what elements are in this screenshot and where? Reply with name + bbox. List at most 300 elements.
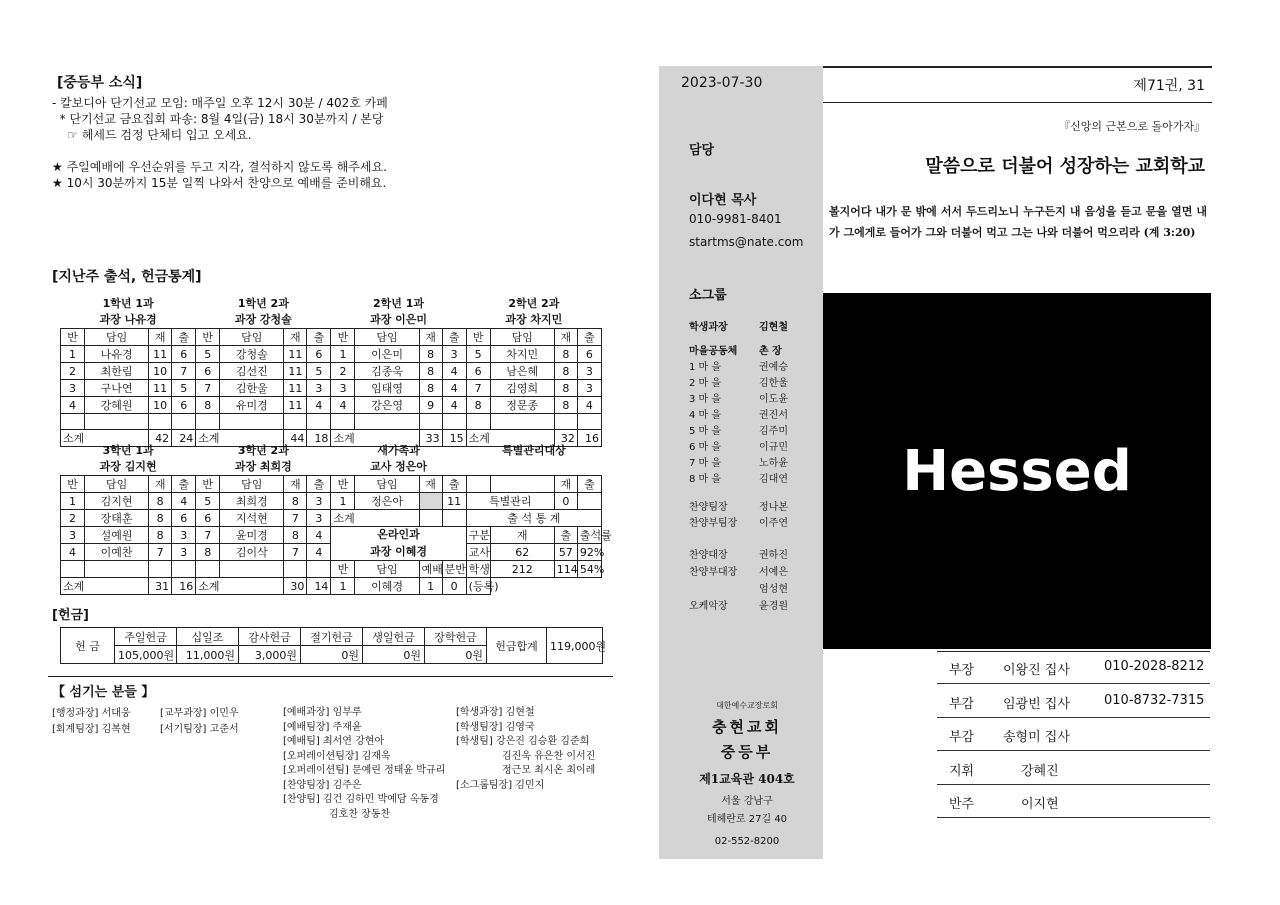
bulletin-date: 2023-07-30 [681, 75, 763, 91]
smallgroup-list [689, 318, 809, 486]
church-phone: 02-552-8200 [714, 836, 780, 847]
table-cell: 11 [284, 397, 307, 414]
table-cell [220, 561, 284, 578]
table-cell: 장학헌금 [425, 628, 487, 646]
table-cell: 0원 [425, 646, 487, 664]
table-cell: 3 [61, 380, 85, 397]
table-cell: 6 [172, 346, 196, 363]
role-name: 권진서 [759, 410, 788, 421]
role-label: 4 마 을 [689, 410, 722, 421]
table-cell: 과장 차지민 [505, 313, 563, 326]
table-cell: 재 [149, 476, 172, 493]
table-cell: 최희경 [220, 493, 284, 510]
table-cell: 42 [149, 430, 172, 447]
role-name: 촌 장 [759, 346, 782, 357]
role-row [689, 580, 809, 597]
table-cell: 54% [577, 561, 601, 578]
table-cell: 4 [307, 527, 331, 544]
table-cell: 과장 나유경 [99, 313, 157, 326]
table-cell [490, 578, 554, 595]
table-cell: 4 [61, 544, 85, 561]
table-cell: 4 [61, 397, 85, 414]
table-cell: 출 [172, 476, 196, 493]
officer-role: 부장 [949, 663, 975, 678]
server-entry: [학생팀] 강은진 김승환 김준희 [456, 736, 590, 747]
table-cell: 119,000원 [547, 628, 603, 664]
table-cell: 소계 [61, 430, 149, 447]
table-cell: 8 [149, 493, 172, 510]
choir-list [689, 546, 809, 614]
table-cell: 담임 [220, 476, 284, 493]
servers-col-worship [283, 706, 445, 822]
server-entry: [찬양팀] 김건 김하민 박예담 옥동경 [283, 794, 439, 805]
table-cell: 30 [284, 578, 307, 595]
table-cell: 2 [61, 510, 85, 527]
officer-name: 이왕진 집사 [1003, 663, 1070, 678]
logo-text: Hessed [902, 439, 1132, 504]
table-cell: 16 [577, 430, 601, 447]
table-cell: 1 [331, 493, 355, 510]
bible-verse: 볼지어다 내가 문 밖에 서서 두드리노니 누구든지 내 음성을 듣고 문을 열면 내가 그에게로 들어가 그와 더불어 먹고 그는 나와 더불어 먹으리라 (계 3:20) [829, 205, 1207, 239]
table-cell: 6 [307, 346, 331, 363]
table-cell: 5 [196, 346, 220, 363]
table-cell: 9 [419, 397, 442, 414]
table-cell: 11 [284, 363, 307, 380]
table-cell: 57 [554, 544, 577, 561]
table-cell: 3 [172, 527, 196, 544]
table-cell: 헌금합계 [487, 628, 547, 664]
table-cell: 0원 [363, 646, 425, 664]
church-name: 충현교회 [712, 718, 782, 736]
table-cell: 구나연 [85, 380, 149, 397]
role-name: 윤경원 [759, 601, 788, 612]
role-name: 권예승 [759, 362, 788, 373]
role-row [689, 358, 809, 374]
table-cell: 강청솔 [220, 346, 284, 363]
table-cell: 11 [284, 380, 307, 397]
role-label: 2 마 을 [689, 378, 722, 389]
table-cell [61, 561, 85, 578]
table-cell: 11 [149, 346, 172, 363]
offering-title: [헌금] [52, 608, 89, 623]
table-cell: 담임 [85, 329, 149, 346]
role-row [689, 546, 809, 563]
table-cell: 8 [419, 363, 442, 380]
pastor-email: startms@nate.com [689, 235, 804, 249]
address-street: 테헤란로 27길 40 [706, 814, 788, 825]
motto: 『신앙의 근본으로 돌아가자』 [1059, 120, 1205, 133]
table-cell [196, 561, 220, 578]
table-cell: 반 [331, 476, 355, 493]
table-cell [172, 561, 196, 578]
table-cell: 6 [196, 510, 220, 527]
table-cell: 1 [61, 346, 85, 363]
praise-team-list [689, 498, 809, 530]
officer-name: 임광빈 집사 [1003, 696, 1070, 712]
table-cell: 2 [331, 363, 355, 380]
table-cell: 8 [554, 346, 577, 363]
department-name: 중등부 [720, 743, 774, 761]
news-line: ★ 10시 30분까지 15분 일찍 나와서 찬양으로 예배를 준비해요. [52, 176, 387, 190]
table-cell: 나유경 [85, 346, 149, 363]
table-cell: 학생 [466, 561, 490, 578]
table-cell: 출 [577, 476, 601, 493]
news-title: [중등부 소식] [57, 75, 143, 91]
server-entry: 김호찬 장동찬 [329, 808, 391, 820]
table-cell: 7 [466, 380, 490, 397]
table-cell: 김종욱 [355, 363, 419, 380]
role-row [689, 454, 809, 470]
table-cell: 7 [284, 544, 307, 561]
role-row [689, 498, 809, 514]
role-name: 엄성현 [759, 584, 788, 595]
table-cell: 44 [284, 430, 307, 447]
pastor-phone: 010-9981-8401 [689, 212, 782, 226]
officer-role: 지휘 [949, 763, 975, 779]
table-cell: 1학년 1과 [102, 297, 154, 310]
table-cell: 0원 [301, 646, 363, 664]
servers-title: 【 섬기는 분들 】 [52, 685, 155, 700]
table-cell: 반 [331, 561, 355, 578]
table-cell: 3,000원 [239, 646, 301, 664]
table-cell: 최한림 [85, 363, 149, 380]
table-cell [220, 414, 284, 430]
role-row [689, 374, 809, 390]
officer-row [937, 718, 1210, 751]
table-cell: 담임 [355, 329, 419, 346]
table-cell: 재 [554, 329, 577, 346]
table-cell: 특별관리대상 [501, 444, 566, 457]
table-cell: 7 [284, 510, 307, 527]
role-row [689, 438, 809, 454]
table-cell: 105,000원 [115, 646, 177, 664]
table-cell: 3 [331, 380, 355, 397]
pastor-name: 이다현 목사 [689, 193, 757, 208]
table-cell: 11 [284, 346, 307, 363]
table-cell: 3 [307, 380, 331, 397]
table-cell: 정은아 [355, 493, 419, 510]
role-name: 권하진 [759, 550, 788, 561]
table-cell: 8 [284, 493, 307, 510]
table-cell: 32 [554, 430, 577, 447]
table-cell: 8 [149, 510, 172, 527]
table-row [61, 397, 602, 414]
table-cell: 김선진 [220, 363, 284, 380]
table-cell: 8 [554, 397, 577, 414]
attendance-table-top [60, 296, 602, 447]
server-entry: [학생과장] 김현철 [456, 707, 535, 718]
officer-name: 이지현 [1021, 797, 1059, 812]
table-cell: 10 [149, 397, 172, 414]
table-cell [577, 578, 601, 595]
table-cell: 재 [419, 329, 442, 346]
role-name: 서예은 [759, 567, 788, 578]
officer-phone: 010-8732-7315 [1104, 692, 1205, 708]
table-cell: 1 [61, 493, 85, 510]
table-cell: 7 [196, 380, 220, 397]
role-row [689, 470, 809, 486]
table-cell: 4 [442, 380, 466, 397]
table-cell: 8 [419, 346, 442, 363]
table-cell: 출 석 통 계 [466, 510, 601, 527]
server-entry: [오퍼레이션팀] 문예린 정태윤 박규리 [283, 765, 446, 776]
role-label: 찬양대장 [689, 550, 728, 561]
role-row [689, 563, 809, 580]
table-cell: 이예찬 [85, 544, 149, 561]
role-label: 8 마 을 [689, 474, 722, 485]
table-cell: 18 [307, 430, 331, 447]
table-cell: 이은미 [355, 346, 419, 363]
table-cell: 1 [331, 578, 355, 595]
table-cell [149, 561, 172, 578]
table-cell: 출 [554, 527, 577, 544]
table-cell: 6 [172, 397, 196, 414]
stats-title: [지난주 출석, 헌금통계] [52, 269, 202, 285]
table-cell: 62 [490, 544, 554, 561]
table-cell: 6 [196, 363, 220, 380]
table-cell [554, 578, 577, 595]
table-cell: 과장 최희경 [234, 460, 292, 473]
hessed-logo-box [823, 293, 1211, 649]
table-cell: 소계 [196, 578, 284, 595]
table-cell: 4 [307, 397, 331, 414]
table-cell [331, 414, 355, 430]
table-cell: 2학년 2과 [508, 297, 560, 310]
table-cell: 반 [196, 476, 220, 493]
table-cell [284, 414, 307, 430]
role-row [689, 597, 809, 614]
table-cell: 소계 [331, 510, 419, 527]
table-cell: 3 [172, 544, 196, 561]
table-cell: 김이삭 [220, 544, 284, 561]
table-cell [466, 459, 601, 476]
role-name: 이주연 [759, 518, 788, 529]
table-cell [490, 476, 554, 493]
table-cell: 7 [196, 527, 220, 544]
table-cell: 소계 [466, 430, 554, 447]
table-cell: 장태훈 [85, 510, 149, 527]
role-label: 1 마 을 [689, 362, 722, 373]
officer-row [937, 651, 1210, 684]
server-entry: [행정과장] 서대웅 [52, 708, 131, 719]
table-cell: 소계 [196, 430, 284, 447]
table-cell: 김한울 [220, 380, 284, 397]
table-cell: 33 [419, 430, 442, 447]
table-cell: 1 [419, 578, 442, 595]
role-name: 김주미 [759, 426, 788, 437]
table-cell: 3학년 1과 [102, 444, 154, 457]
table-cell: 3 [577, 380, 601, 397]
server-entry: [오퍼레이션팀장] 김재욱 [283, 750, 391, 762]
table-cell: 지석현 [220, 510, 284, 527]
table-cell [85, 414, 149, 430]
officer-role: 부감 [949, 696, 975, 712]
table-cell: 8 [284, 527, 307, 544]
table-cell: 0 [554, 493, 577, 510]
hessed-logo [823, 293, 1211, 649]
table-cell: 31 [149, 578, 172, 595]
table-cell: 과장 이은미 [370, 313, 428, 326]
table-cell: 교사 [466, 544, 490, 561]
offering-table [60, 627, 607, 664]
table-cell: 강혜원 [85, 397, 149, 414]
table-cell: 3 [307, 510, 331, 527]
role-label: 5 마 을 [689, 426, 722, 437]
table-cell: 특별관리 [466, 493, 554, 510]
officer-row [937, 785, 1210, 818]
table-cell: 4 [307, 544, 331, 561]
server-entry: [소그룹팀장] 김민지 [456, 779, 545, 791]
table-cell: 3 [307, 493, 331, 510]
role-label: 7 마 을 [689, 458, 722, 469]
table-cell: 3 [442, 346, 466, 363]
role-label: 찬양부대장 [689, 567, 738, 578]
table-cell: 출 [172, 329, 196, 346]
table-cell [307, 414, 331, 430]
table-cell: 출 [577, 329, 601, 346]
table-cell: 2학년 1과 [373, 297, 425, 310]
table-cell: 4 [172, 493, 196, 510]
table-cell: 6 [466, 363, 490, 380]
table-cell: 10 [149, 363, 172, 380]
table-cell: 8 [419, 380, 442, 397]
table-cell: 6 [172, 510, 196, 527]
table-cell [554, 414, 577, 430]
attendance-table-bottom [60, 443, 612, 595]
table-row [61, 363, 602, 380]
server-entry: [찬양팀장] 김주은 [283, 779, 362, 791]
table-cell: 설예원 [85, 527, 149, 544]
table-cell: 재 [284, 476, 307, 493]
server-entry: [서기팀장] 고준서 [160, 724, 239, 735]
table-cell: 헌 금 [61, 628, 115, 664]
officer-phone: 010-2028-8212 [1104, 659, 1205, 674]
table-cell: 24 [172, 430, 196, 447]
table-cell: 3 [61, 527, 85, 544]
table-cell: 분반 [442, 561, 466, 578]
table-cell: 유미경 [220, 397, 284, 414]
table-cell: 과장 김지현 [99, 460, 157, 473]
table-cell: 출 [307, 476, 331, 493]
role-name: 정나본 [759, 502, 788, 513]
table-cell: 4 [442, 363, 466, 380]
table-cell: 반 [196, 329, 220, 346]
table-cell: 이혜경 [355, 578, 419, 595]
server-entry: [예배팀] 최서연 강현아 [283, 736, 385, 747]
table-cell: 교사 정은아 [370, 460, 428, 473]
table-cell: 담임 [85, 476, 149, 493]
table-cell: 4 [442, 397, 466, 414]
table-cell: 담임 [490, 329, 554, 346]
officer-role: 부감 [949, 730, 975, 745]
officer-row [937, 752, 1210, 785]
table-cell: 재 [284, 329, 307, 346]
server-entry: [교무과장] 이민우 [160, 708, 239, 719]
table-cell: 0 [442, 578, 466, 595]
table-cell [577, 414, 601, 430]
table-cell: 5 [466, 346, 490, 363]
table-cell: 8 [554, 363, 577, 380]
table-cell: 5 [196, 493, 220, 510]
table-cell: 출 [307, 329, 331, 346]
server-entry: [예배과장] 임부루 [283, 707, 362, 718]
table-cell: 강은영 [355, 397, 419, 414]
table-cell: 2 [61, 363, 85, 380]
table-cell [419, 493, 442, 510]
table-cell: 임태영 [355, 380, 419, 397]
table-cell: 14 [307, 578, 331, 595]
headline: 말씀으로 더불어 성장하는 교회학교 [925, 156, 1205, 177]
table-cell: 구분 [466, 527, 490, 544]
table-cell: 재 [490, 527, 554, 544]
table-cell: 김영희 [490, 380, 554, 397]
table-cell: 1학년 2과 [237, 297, 289, 310]
table-cell: 반 [61, 476, 85, 493]
table-row [61, 346, 602, 363]
volume-number: 제71권, 31 [1133, 78, 1205, 94]
table-cell [466, 476, 490, 493]
table-cell: 소계 [331, 430, 419, 447]
table-cell: 십일조 [177, 628, 239, 646]
server-entry: [회계팀장] 김복현 [52, 724, 131, 735]
table-cell: 16 [172, 578, 196, 595]
table-cell: 11 [442, 493, 466, 510]
table-cell: 8 [196, 397, 220, 414]
table-cell: 7 [172, 363, 196, 380]
table-cell: 1 [331, 346, 355, 363]
server-entry: 김진욱 유은찬 이서진 [502, 750, 596, 762]
staff-title: 담당 [689, 143, 715, 158]
role-label: 6 마 을 [689, 442, 722, 453]
table-cell: 5 [307, 363, 331, 380]
news-line [52, 143, 388, 159]
table-row [61, 380, 602, 397]
table-cell: 11,000원 [177, 646, 239, 664]
table-cell: 절기헌금 [301, 628, 363, 646]
role-row [689, 318, 809, 334]
table-cell [284, 561, 307, 578]
role-label: 학생과장 [689, 322, 728, 333]
table-cell: (등록) [466, 578, 490, 595]
table-cell: 출석률 [577, 527, 601, 544]
table-cell [61, 414, 85, 430]
table-cell [490, 414, 554, 430]
news-line: * 단기선교 금요집회 파송: 8월 4일(금) 18시 30분까지 / 본당 [52, 112, 384, 126]
table-cell [355, 414, 419, 430]
table-cell: 5 [172, 380, 196, 397]
table-cell [307, 561, 331, 578]
table-cell [419, 414, 442, 430]
role-name: 김대연 [759, 474, 788, 485]
role-row [689, 422, 809, 438]
officer-row [937, 685, 1210, 718]
table-cell: 212 [490, 561, 554, 578]
servers-col-admin [52, 706, 131, 738]
denomination: 대한예수교장로회 [716, 701, 778, 710]
role-label: 오케악장 [689, 601, 728, 612]
room-number: 제1교육관 404호 [699, 772, 795, 786]
news-list [52, 95, 388, 191]
table-cell [466, 414, 490, 430]
role-name: 이규민 [759, 442, 788, 453]
table-cell: 김지현 [85, 493, 149, 510]
servers-col-students [456, 706, 595, 793]
role-name: 김한울 [759, 378, 788, 389]
role-row [689, 342, 809, 358]
table-cell: 생일헌금 [363, 628, 425, 646]
table-cell: 8 [196, 544, 220, 561]
table-cell: 114 [554, 561, 577, 578]
